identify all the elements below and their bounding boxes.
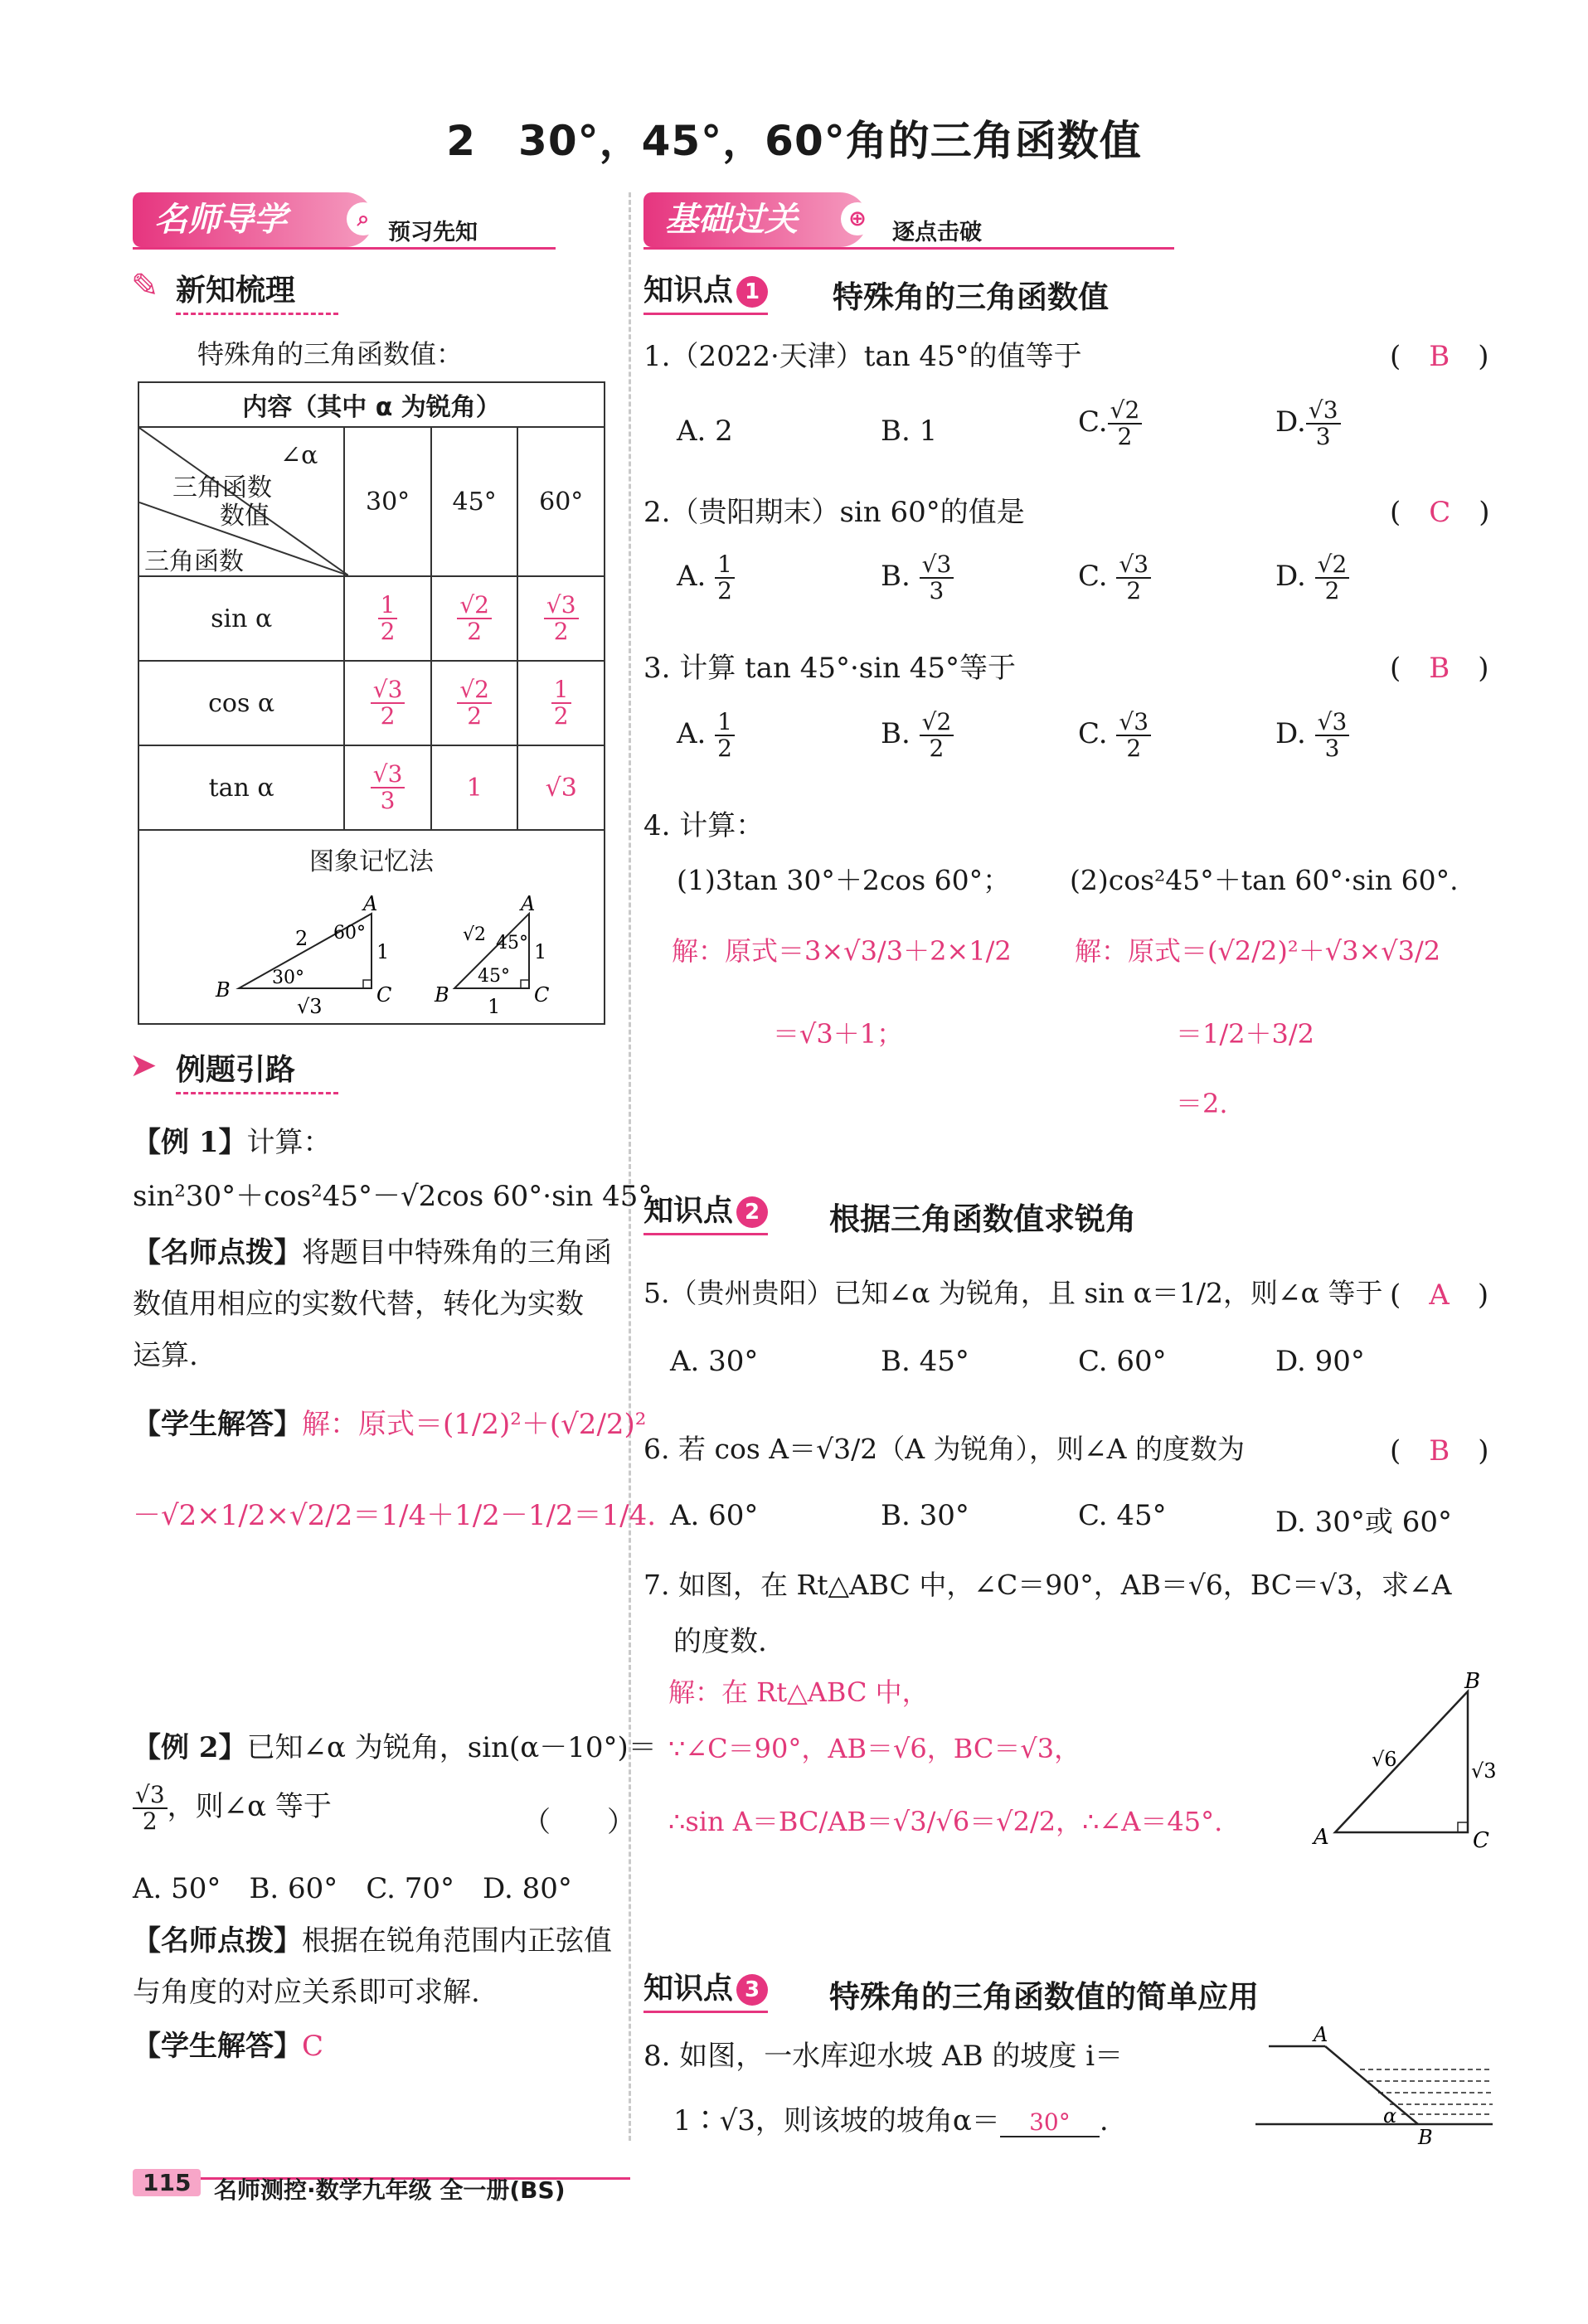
trig-table [138,381,605,1025]
ans: C [1429,496,1451,529]
fig8-alpha: α [1383,2104,1397,2128]
kp-prefix: 知识点 [643,274,734,308]
q3-opt-a: A. $\frac{1}{2}$ [677,710,735,761]
diag-func: 三角函数 [144,547,244,576]
q3-opt-b: B. $\frac{√2}{2}$ [881,710,954,761]
ex-text: 计算： [246,1126,332,1159]
section-banner-right [643,192,867,247]
q2-opt-d: D. $\frac{√2}{2}$ [1275,552,1349,604]
diag-value-l1: 三角函数 [172,473,272,502]
tip-1 [133,1227,612,1381]
fig7-A: A [1314,1825,1329,1850]
example-2 [133,1725,657,1765]
q4-sol2-l3: ＝2. [1176,1088,1228,1119]
tan-60: √3 [517,745,605,830]
ex-text2: ，则∠α 等于 [167,1790,332,1823]
q2-opt-b: B. $\frac{√3}{3}$ [881,552,954,604]
q2-stem: 2.（贵阳期末）sin 60°的值是 [643,496,1025,529]
answer-1-line2: －√2×1/2×√2/2＝1/4＋1/2－1/2＝1/4. [133,1499,657,1532]
knowledge-point-1 [643,267,768,315]
den: 3 [1315,423,1331,450]
q3-stem: 3. 计算 tan 45°·sin 45°等于 [643,652,1017,685]
column-divider [629,192,631,2141]
tip-label: 【名师点拨】 [133,1236,302,1269]
table-diagonal-cell [138,427,344,576]
cos-60 [517,661,605,745]
footer-text: 名师测控·数学九年级 全一册(BS) [214,2176,566,2204]
q8-slope-figure [1252,2023,1501,2147]
q8-stem-l2: 1∶√3，则该坡的坡角α＝ 30° . [673,2104,1109,2137]
diag-value-l2: 数值 [220,502,270,531]
search-icon: ⌕ [347,202,380,235]
example-2-l2 [133,1783,332,1834]
num: √3 [371,762,405,788]
q6-stem: 6. 若 cos A＝√3/2（A 为锐角），则∠A 的度数为 [643,1433,1246,1465]
tri1-hyp: 2 [295,927,308,950]
q3-opt-c: C. $\frac{√3}{2}$ [1078,710,1151,761]
num: 1 [715,552,735,579]
num: √2 [457,677,492,704]
q1-stem: 1.（2022·天津）tan 45°的值等于 [643,340,1082,373]
answer-2 [133,2023,323,2064]
q8-stem-l1: 8. 如图，一水库迎水坡 AB 的坡度 i＝ [643,2040,1124,2073]
fig7-C: C [1473,1828,1489,1853]
q5-answer: ( A ) [1390,1278,1489,1312]
opt-b: B. 60° [249,1872,338,1905]
subsection-title: 新知梳理 [176,267,338,315]
den: 2 [717,735,732,762]
q7-triangle-figure [1302,1667,1501,1857]
diag-value [172,474,272,531]
den: 2 [467,618,483,645]
banner-subtitle: 逐点击破 [892,220,982,245]
num: √3 [1315,710,1350,736]
memory-title: 图象记忆法 [309,847,434,876]
q8-blank: 30° [1000,2108,1100,2137]
sin-45 [431,576,518,661]
tri2-angA: 45° [496,933,528,953]
tip-label: 【名师点拨】 [133,1924,302,1958]
tri2-hyp: √2 [463,924,487,945]
section-banner-left [133,192,373,247]
q4-sol2-l1: 解：原式＝(√2/2)²＋√3×√3/2 [1075,935,1441,967]
tip-l1: 将题目中特殊角的三角函 [302,1236,612,1269]
q6-opt-b: B. 30° [881,1499,969,1532]
ans: A [1429,1278,1450,1312]
q6-opt-a: A. 60° [670,1499,759,1532]
banner-subtitle: 预习先知 [388,220,478,245]
q2-opt-c: C. $\frac{√3}{2}$ [1078,552,1151,604]
den: 2 [1324,577,1340,604]
den: 3 [929,577,945,604]
example-1-expr: sin²30°＋cos²45°－√2cos 60°·sin 45°. [133,1180,662,1213]
den: 2 [1126,735,1142,762]
table-header: 内容（其中 α 为锐角） [138,382,605,427]
diag-alpha: ∠α [280,441,318,470]
banner-underline [133,247,556,250]
fig8-A: A [1314,2023,1328,2046]
den: 2 [717,577,732,604]
num: √2 [920,710,954,736]
banner-title: 基础过关 [665,201,798,239]
den: 2 [1117,423,1133,450]
row-name: sin α [138,576,344,661]
q6-opt-d: D. 30°或 60° [1275,1506,1452,1539]
q1-opt-d [1275,398,1341,449]
q4-part1: (1)3tan 30°＋2cos 60°； [677,864,1011,896]
num: √3 [544,593,579,619]
q4-stem: 4. 计算： [643,809,765,842]
table-row-sin [138,576,605,661]
num: √3 [1306,398,1341,425]
memory-cell [138,830,605,1024]
kp-prefix: 知识点 [643,1194,734,1228]
den: 2 [929,735,945,762]
ans-label: 【学生解答】 [133,2030,302,2063]
q6-opt-c: C. 45° [1078,1499,1167,1532]
memory-triangles [214,881,562,1021]
den: 2 [467,702,483,730]
tri1-B: B [216,978,231,1002]
den: 2 [553,618,569,645]
ans: B [1429,1434,1450,1468]
q3-opt-d: D. $\frac{√3}{3}$ [1275,710,1349,761]
den: 2 [142,1807,158,1835]
kp-prefix: 知识点 [643,1972,734,2006]
subsection-title: 例题引路 [176,1046,338,1094]
page-number: 115 [133,2169,201,2196]
q5-opt-d: D. 90° [1275,1345,1365,1378]
q1-answer: ( B ) [1390,340,1489,373]
tri1-A: A [363,892,378,915]
q5-stem: 5.（贵州贵阳）已知∠α 为锐角，且 sin α＝1/2，则∠α 等于 [643,1277,1383,1309]
kp1-name: 特殊角的三角函数值 [833,279,1109,315]
tri2-C: C [534,983,550,1007]
num: √3 [920,552,954,579]
kp3-name: 特殊角的三角函数值的简单应用 [829,1979,1259,2015]
page-title: 2 30°，45°，60°角的三角函数值 [446,117,1142,165]
q7-stem-l2: 的度数. [673,1625,767,1658]
signpost-icon: ➤ [129,1046,158,1084]
num: √3 [1116,552,1151,579]
kp-number: 2 [736,1196,768,1228]
num: √2 [1315,552,1350,579]
angle-header-45: 45° [431,427,518,576]
q4-sol1-l2: ＝√3＋1； [773,1018,904,1050]
num: √2 [457,593,492,619]
opt-d: D. 80° [483,1872,572,1905]
q5-opt-c: C. 60° [1078,1345,1167,1378]
ex-label: 【例 1】 [133,1126,247,1159]
tip-l2: 与角度的对应关系即可求解. [133,1976,480,2009]
ans-label: 【学生解答】 [133,1408,302,1441]
tan-45: 1 [431,745,518,830]
den: 2 [1126,577,1142,604]
den: 2 [380,618,396,645]
q4-sol2-l2: ＝1/2＋3/2 [1176,1018,1315,1050]
pencil-icon: ✎ [131,267,159,305]
answer-1 [133,1401,646,1442]
q6-answer: ( B ) [1390,1434,1489,1468]
q5-opt-b: B. 45° [881,1345,969,1378]
kp-number: 3 [736,1974,768,2006]
intro-text: 特殊角的三角函数值： [197,338,464,370]
tri1-angB: 30° [272,968,304,988]
opt-label: C. [1078,405,1108,439]
tri2-base: 1 [488,995,501,1018]
sin-60 [517,576,605,661]
ex2-options [133,1866,572,1906]
ans1-l1: 解：原式＝(1/2)²＋(√2/2)² [302,1408,647,1441]
num: 1 [378,593,398,619]
opt-c: C. 70° [366,1872,454,1905]
den: 3 [380,787,396,814]
q2-answer: ( C ) [1390,496,1490,529]
ans: B [1429,652,1450,685]
tri2-B: B [435,983,449,1007]
tip-l3: 运算. [133,1339,198,1372]
ans: B [1429,340,1450,373]
q2-opt-a: A. $\frac{1}{2}$ [677,552,735,604]
row-name: cos α [138,661,344,745]
sin-30 [344,576,431,661]
q7-stem-l1: 7. 如图，在 Rt△ABC 中，∠C＝90°，AB＝√6，BC＝√3，求∠A [643,1569,1452,1601]
den: 2 [380,702,396,730]
opt-a: A. 50° [133,1872,221,1905]
kp-number: 1 [736,276,768,308]
q1-opt-a: A. 2 [677,415,733,448]
tri1-vert: 1 [376,940,390,963]
knowledge-point-2 [643,1187,768,1235]
banner-title: 名师导学 [154,201,287,239]
ex-text: 已知∠α 为锐角，sin(α－10°)＝ [246,1731,657,1764]
tan-30 [344,745,431,830]
num: 1 [715,710,735,736]
den: 2 [553,702,569,730]
opt-label: D. [1275,405,1306,439]
num: √2 [1108,398,1143,425]
cos-30 [344,661,431,745]
q1-opt-b: B. 1 [881,415,938,448]
tip-2 [133,1915,612,2018]
q1-opt-c [1078,398,1142,449]
tri1-base: √3 [297,995,323,1018]
q5-opt-a: A. 30° [670,1345,759,1378]
cos-45 [431,661,518,745]
table-row-tan [138,745,605,830]
q7-sol-l2: ∵∠C＝90°，AB＝√6，BC＝√3， [668,1733,1081,1764]
den: 3 [1324,735,1340,762]
angle-header-30: 30° [344,427,431,576]
q7-sol-l1: 解：在 Rt△ABC 中， [668,1676,929,1708]
tri2-A: A [521,892,536,915]
q3-answer: ( B ) [1390,652,1489,685]
angle-header-60: 60° [517,427,605,576]
target-icon: ⊕ [841,202,874,235]
fig7-hyp: √6 [1372,1748,1397,1771]
fig7-B: B [1464,1669,1481,1694]
fig8-B: B [1418,2126,1433,2147]
banner-underline [643,247,1174,250]
stem-text: 1∶√3，则该坡的坡角α＝ [673,2104,1000,2137]
num: √3 [1116,710,1151,736]
num: √3 [371,677,405,704]
fig7-side: √3 [1471,1759,1497,1783]
num: 1 [551,677,571,704]
tri1-angA: 60° [333,923,366,944]
kp2-name: 根据三角函数值求锐角 [829,1201,1136,1237]
q4-sol1-l1: 解：原式＝3×√3/3＋2×1/2 [672,935,1012,967]
tri2-vert: 1 [534,940,547,963]
num: √3 [133,1783,168,1809]
q7-sol-l3: ∴sin A＝BC/AB＝√3/√6＝√2/2，∴∠A＝45°. [668,1806,1223,1837]
tip-l2: 数值用相应的实数代替，转化为实数 [133,1288,584,1321]
q4-part2: (2)cos²45°＋tan 60°·sin 60°. [1070,864,1459,896]
table-row-cos [138,661,605,745]
row-name: tan α [138,745,344,830]
tri2-angB: 45° [478,966,510,987]
tri1-C: C [376,983,392,1007]
knowledge-point-3 [643,1965,768,2013]
tip-l1: 根据在锐角范围内正弦值 [302,1924,612,1958]
ex2-bracket: （ ） [522,1806,635,1839]
ans2: C [302,2030,324,2063]
example-1 [133,1119,332,1160]
ex-label: 【例 2】 [133,1731,247,1764]
